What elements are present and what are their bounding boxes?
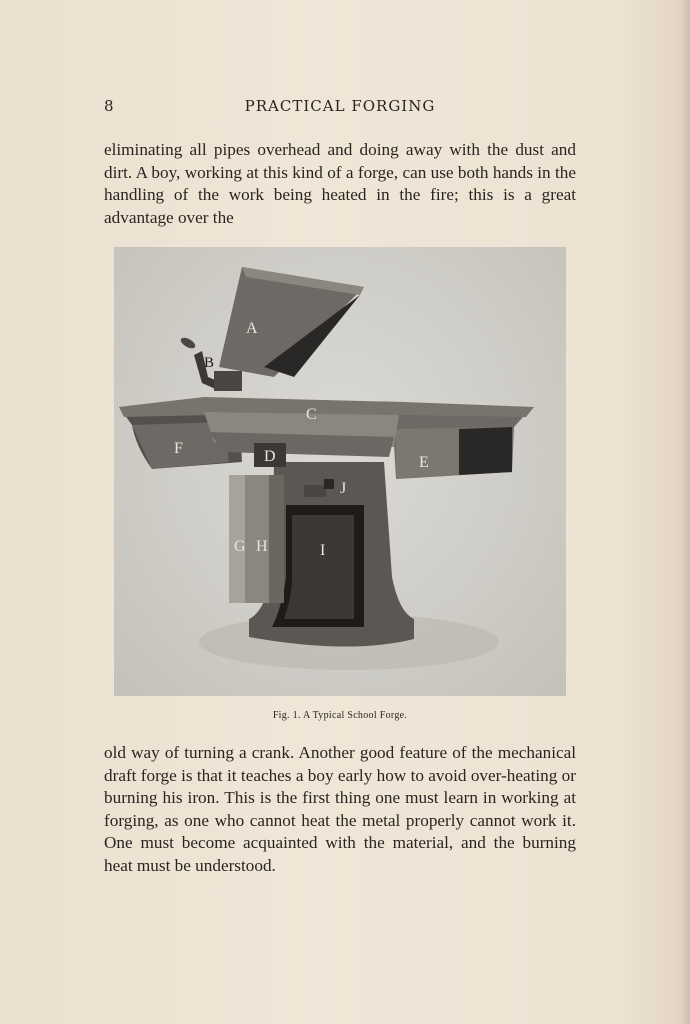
label-j: J: [340, 480, 347, 497]
label-f: F: [174, 440, 183, 457]
label-i: I: [320, 542, 326, 559]
page-number: 8: [104, 97, 115, 115]
label-a: A: [246, 320, 258, 337]
page-edge: [682, 0, 690, 1024]
page-header: [104, 97, 576, 119]
label-g: G: [234, 538, 246, 555]
label-c: C: [306, 406, 317, 423]
running-title: PRACTICAL FORGING: [244, 97, 436, 115]
label-e: E: [419, 454, 429, 471]
figure-caption: Fig. 1. A Typical School Forge.: [272, 710, 408, 721]
forge-drawing: [114, 247, 566, 696]
forge-illustration: [114, 247, 566, 696]
paragraph-top: eliminating all pipes overhead and doing away with the dust and dirt. A boy, working at this kind of a forge, can use both hands in the handling of the work being heated in the fire; this is a great advantage over the: [104, 140, 576, 227]
label-h: H: [256, 538, 268, 555]
paragraph-bottom: old way of turning a crank. Another good feature of the mechanical draft forge is that it teaches a boy early how to avoid over-heating or burning his iron. This is the first thing one must learn in working at forging, as one who cannot heat the metal properly cannot work it. One must become acquainted with the material, and the burning heat must be understood.: [104, 743, 576, 875]
label-d: D: [264, 448, 276, 465]
label-b: B: [204, 355, 215, 371]
